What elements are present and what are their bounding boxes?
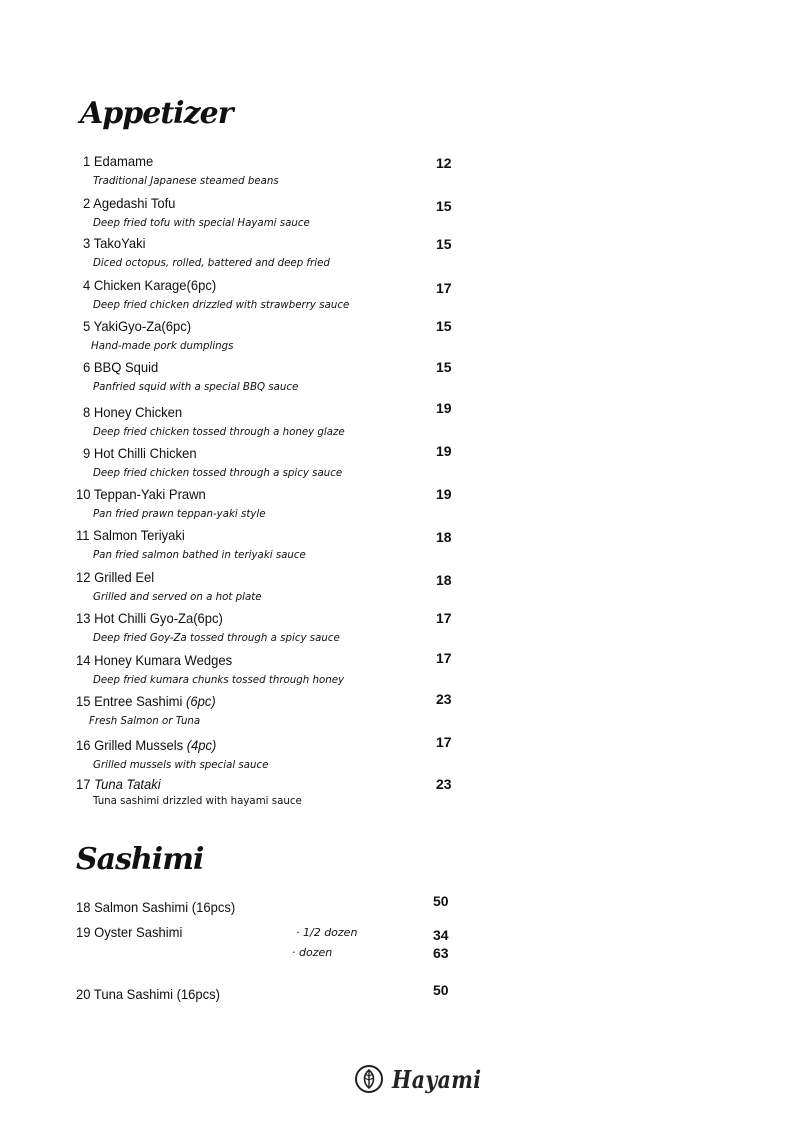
item-price: 50 xyxy=(433,893,449,909)
item-price: 23 xyxy=(436,691,452,707)
item-price: 19 xyxy=(436,486,452,502)
item-description: Pan fried salmon bathed in teriyaki sauce xyxy=(93,548,306,561)
option-price: 34 xyxy=(433,927,449,943)
item-name-text: 17 xyxy=(76,776,91,792)
item-name xyxy=(76,737,216,753)
item-name: 1 Edamame xyxy=(83,153,154,169)
item-description: Traditional Japanese steamed beans xyxy=(93,174,279,187)
leaf-emblem-icon xyxy=(354,1064,384,1094)
item-price: 19 xyxy=(436,400,452,416)
item-name: 6 BBQ Squid xyxy=(83,359,159,375)
item-name: 20 Tuna Sashimi (16pcs) xyxy=(76,986,221,1002)
item-name: 2 Agedashi Tofu xyxy=(83,195,176,211)
appetizer-heading: Appetizer xyxy=(80,96,233,131)
item-name xyxy=(76,776,161,792)
item-name-text: 16 Grilled Mussels xyxy=(76,737,184,753)
item-name: 4 Chicken Karage(6pc) xyxy=(83,277,217,293)
option-price: 63 xyxy=(433,945,449,961)
item-price: 50 xyxy=(433,982,449,998)
item-description: Grilled mussels with special sauce xyxy=(93,758,269,771)
item-name-text: 15 Entree Sashimi xyxy=(76,693,183,709)
item-description: Deep fried Goy-Za tossed through a spicy sauce xyxy=(93,631,340,644)
item-price: 17 xyxy=(436,650,452,666)
item-name: 13 Hot Chilli Gyo-Za(6pc) xyxy=(76,610,223,626)
item-description: Panfried squid with a special BBQ sauce xyxy=(93,380,299,393)
item-description: Deep fried chicken drizzled with strawberry sauce xyxy=(93,298,350,311)
item-name: 18 Salmon Sashimi (16pcs) xyxy=(76,899,236,915)
item-price: 17 xyxy=(436,734,452,750)
item-name: 19 Oyster Sashimi xyxy=(76,924,183,940)
item-description: Fresh Salmon or Tuna xyxy=(89,714,201,727)
item-portion: (4pc) xyxy=(186,737,217,753)
sashimi-heading: Sashimi xyxy=(76,842,204,877)
item-price: 12 xyxy=(436,155,452,171)
item-description: Deep fried kumara chunks tossed through honey xyxy=(93,673,345,686)
item-description: Deep fried chicken tossed through a honey glaze xyxy=(93,425,345,438)
item-price: 17 xyxy=(436,280,452,296)
item-description: Deep fried chicken tossed through a spicy sauce xyxy=(93,466,343,479)
item-price: 15 xyxy=(436,359,452,375)
item-name: 9 Hot Chilli Chicken xyxy=(83,445,197,461)
item-description: Hand-made pork dumplings xyxy=(91,339,234,352)
item-price: 18 xyxy=(436,529,452,545)
item-price: 23 xyxy=(436,776,452,792)
item-portion: (6pc) xyxy=(186,693,216,709)
hayami-logo xyxy=(354,1062,497,1096)
item-price: 19 xyxy=(436,443,452,459)
item-name: 3 TakoYaki xyxy=(83,235,146,251)
item-name: 5 YakiGyo-Za(6pc) xyxy=(83,318,192,334)
item-description: Diced octopus, rolled, battered and deep fried xyxy=(93,256,330,269)
option-label: · 1/2 dozen xyxy=(296,926,358,939)
item-price: 17 xyxy=(436,610,452,626)
item-name: 10 Teppan-Yaki Prawn xyxy=(76,486,206,502)
item-name-italic: Tuna Tataki xyxy=(94,776,161,792)
logo-text: Hayami xyxy=(392,1064,482,1094)
item-name: 14 Honey Kumara Wedges xyxy=(76,652,233,668)
item-name: 12 Grilled Eel xyxy=(76,569,155,585)
item-description: Deep fried tofu with special Hayami sauce xyxy=(93,216,310,229)
item-name: 8 Honey Chicken xyxy=(83,404,183,420)
item-description: Tuna sashimi drizzled with hayami sauce xyxy=(93,794,302,807)
item-price: 18 xyxy=(436,572,452,588)
item-description: Grilled and served on a hot plate xyxy=(93,590,262,603)
option-label: · dozen xyxy=(292,946,333,959)
item-price: 15 xyxy=(436,198,452,214)
item-description: Pan fried prawn teppan-yaki style xyxy=(93,507,266,520)
item-name: 11 Salmon Teriyaki xyxy=(76,527,185,543)
item-price: 15 xyxy=(436,236,452,252)
item-price: 15 xyxy=(436,318,452,334)
item-name xyxy=(76,693,216,709)
